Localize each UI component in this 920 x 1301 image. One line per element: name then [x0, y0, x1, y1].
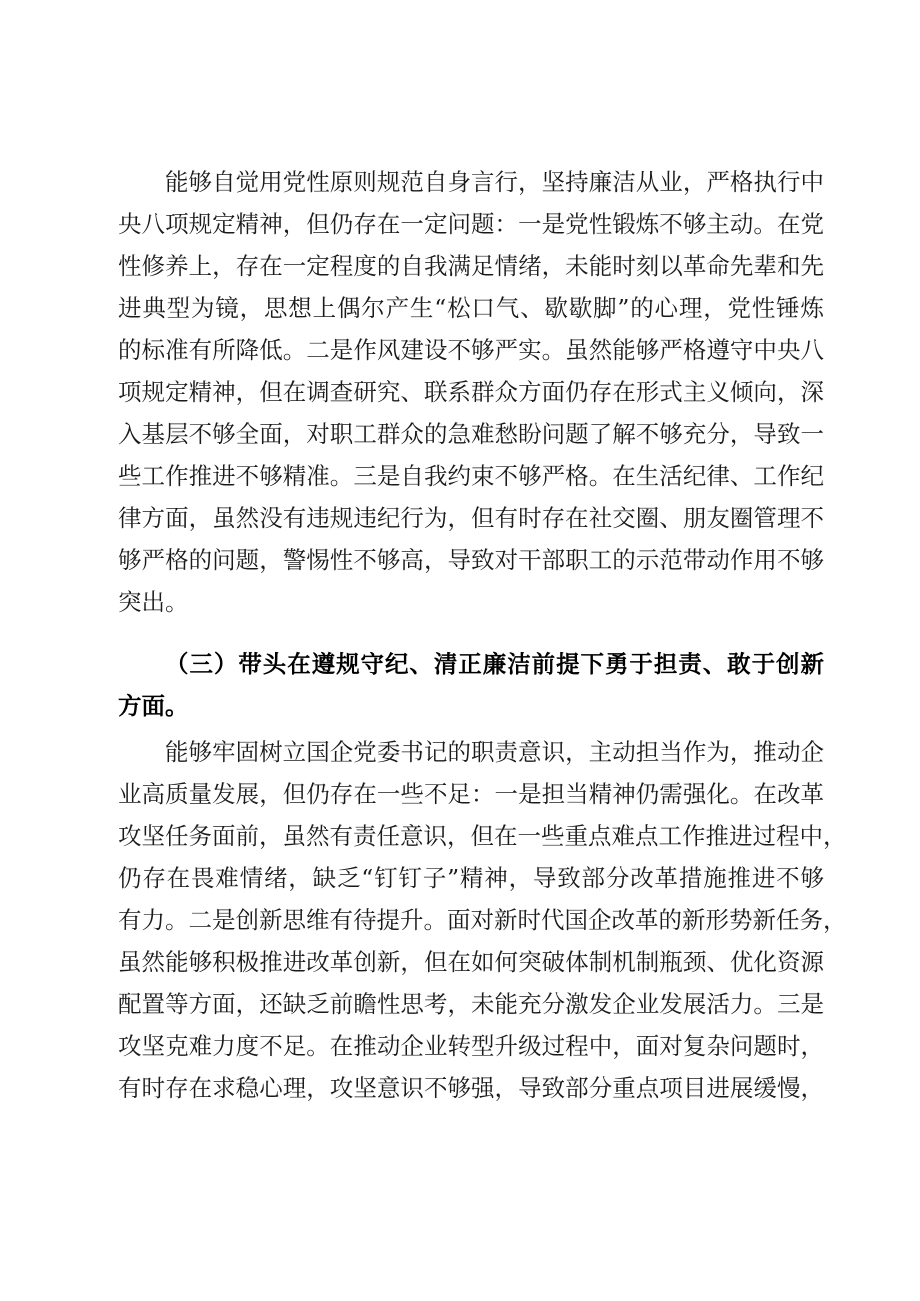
- paragraph-line: 虽然能够积极推进改革创新，但在如何突破体制机制瓶颈、优化资源: [118, 948, 824, 976]
- paragraph-line: 能够牢固树立国企党委书记的职责意识，主动担当作为，推动企: [165, 738, 824, 766]
- paragraph-line: 进典型为镜，思想上偶尔产生“松口气、歇歇脚”的心理，党性锤炼: [118, 294, 824, 322]
- paragraph-line: 些工作推进不够精准。三是自我约束不够严格。在生活纪律、工作纪: [118, 462, 824, 490]
- paragraph-line: 业高质量发展，但仍存在一些不足：一是担当精神仍需强化。在改革: [118, 780, 824, 808]
- paragraph-line: 律方面，虽然没有违规违纪行为，但有时存在社交圈、朋友圈管理不: [118, 504, 824, 532]
- paragraph-line: 攻坚克难力度不足。在推动企业转型升级过程中，面对复杂问题时，: [118, 1032, 824, 1060]
- paragraph-line: 突出。: [118, 588, 189, 616]
- paragraph-line: 央八项规定精神，但仍存在一定问题：一是党性锻炼不够主动。在党: [118, 210, 824, 238]
- paragraph-line: 攻坚任务面前，虽然有责任意识，但在一些重点难点工作推进过程中，: [118, 822, 847, 850]
- paragraph-line: 项规定精神，但在调查研究、联系群众方面仍存在形式主义倾向，深: [118, 378, 824, 406]
- section-heading: 方面。: [118, 692, 189, 720]
- paragraph-line: 仍存在畏难情绪，缺乏“钉钉子”精神，导致部分改革措施推进不够: [118, 864, 824, 892]
- paragraph-line: 够严格的问题，警惕性不够高，导致对干部职工的示范带动作用不够: [118, 546, 824, 574]
- paragraph-line: 有时存在求稳心理，攻坚意识不够强，导致部分重点项目进展缓慢，: [118, 1074, 824, 1102]
- paragraph-line: 能够自觉用党性原则规范自身言行，坚持廉洁从业，严格执行中: [165, 168, 824, 196]
- paragraph-line: 的标准有所降低。二是作风建设不够严实。虽然能够严格遵守中央八: [118, 336, 824, 364]
- paragraph-line: 配置等方面，还缺乏前瞻性思考，未能充分激发企业发展活力。三是: [118, 990, 824, 1018]
- paragraph-line: 有力。二是创新思维有待提升。面对新时代国企改革的新形势新任务，: [118, 906, 847, 934]
- paragraph-line: 入基层不够全面，对职工群众的急难愁盼问题了解不够充分，导致一: [118, 420, 824, 448]
- section-heading: （三）带头在遵规守纪、清正廉洁前提下勇于担责、敢于创新: [165, 650, 824, 678]
- paragraph-line: 性修养上，存在一定程度的自我满足情绪，未能时刻以革命先辈和先: [118, 252, 824, 280]
